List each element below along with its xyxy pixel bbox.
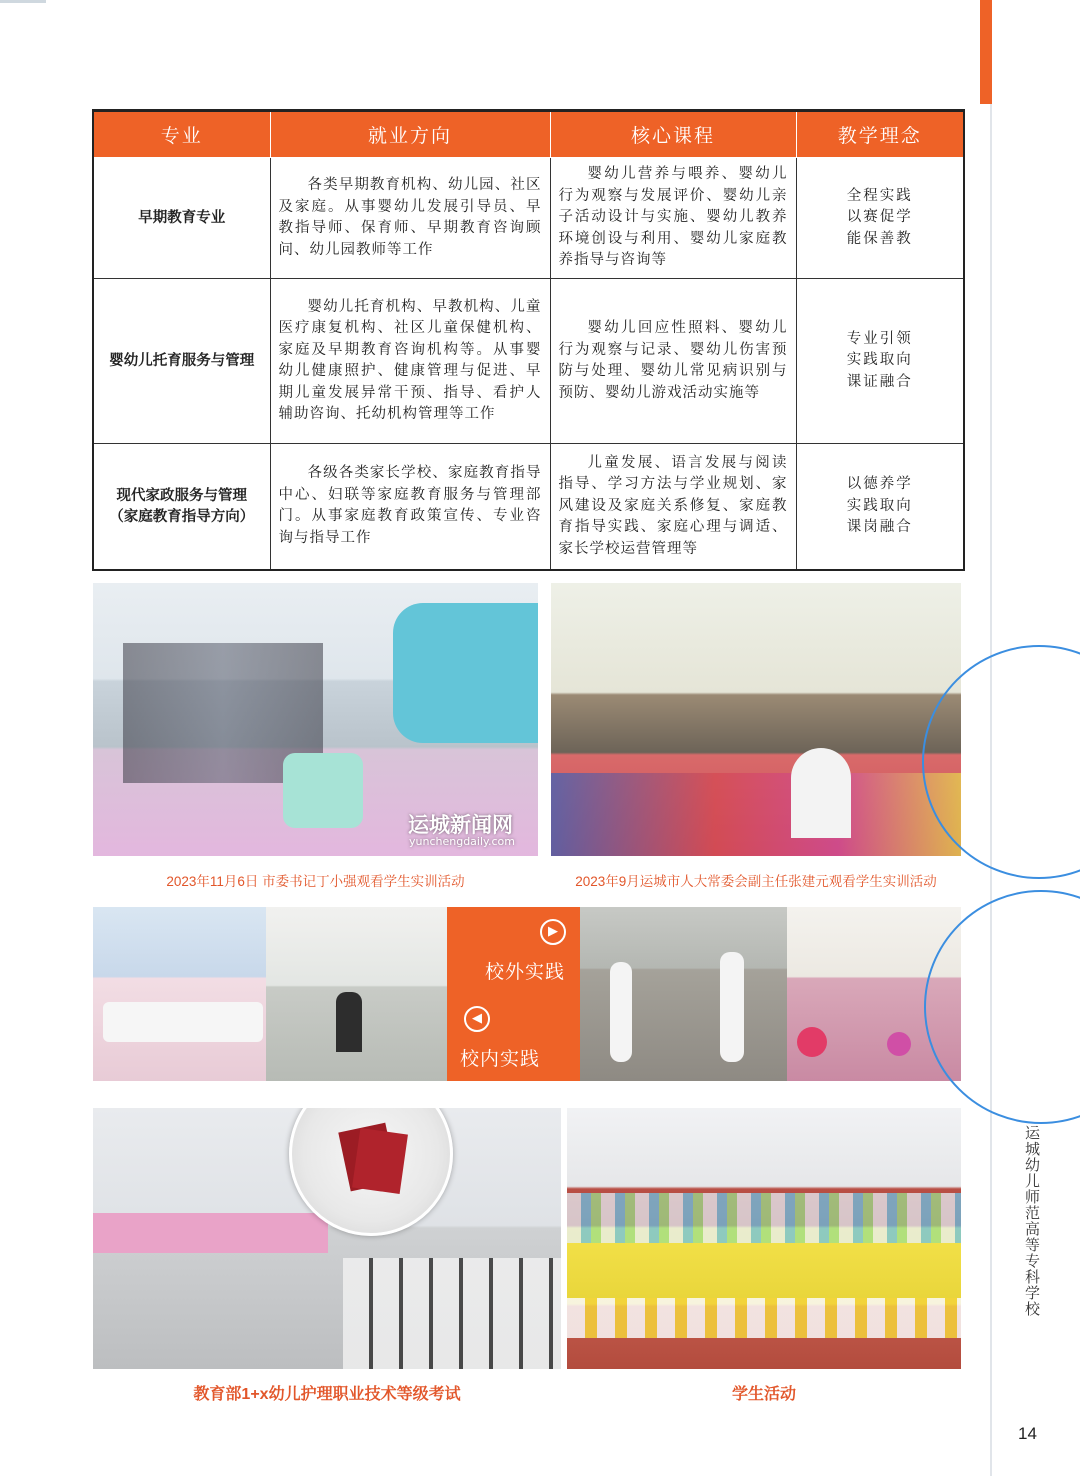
philosophy-cell bbox=[796, 158, 964, 279]
philosophy-line: 实践取向 bbox=[846, 352, 913, 369]
table-header-row bbox=[93, 111, 964, 158]
table-row bbox=[93, 444, 964, 570]
photo-training-visit-1 bbox=[93, 583, 538, 856]
philosophy-line: 以赛促学 bbox=[846, 209, 913, 226]
major-cell: 婴幼儿托育服务与管理 bbox=[93, 279, 270, 444]
philosophy-line: 以德养学 bbox=[846, 476, 913, 492]
photo-indoor-practice-2 bbox=[266, 907, 447, 1081]
watermark-url: yunchengdaily.com bbox=[409, 835, 515, 848]
header-philosophy: 教学理念 bbox=[796, 111, 964, 158]
watermark-logo: 运城新闻网 bbox=[408, 813, 513, 837]
table-row bbox=[93, 158, 964, 279]
philosophy-line: 实践取向 bbox=[846, 497, 913, 514]
practice-outside-label: 校外实践 bbox=[485, 961, 566, 983]
major-cell: 早期教育专业 bbox=[93, 158, 270, 279]
courses-cell: 婴幼儿营养与喂养、婴幼儿行为观察与发展评价、婴幼儿亲子活动设计与实施、婴幼儿教养环境创设与利用、婴幼儿家庭教养指导与咨询等 bbox=[550, 158, 796, 279]
caption-student-activity: 学生活动 bbox=[731, 1386, 796, 1403]
school-name-vertical: 运城幼儿师范高等专科学校 bbox=[1023, 1125, 1040, 1317]
photo-indoor-practice-1 bbox=[93, 907, 266, 1081]
header-employment: 就业方向 bbox=[270, 111, 550, 158]
caption-visit-1: 2023年11月6日 市委书记丁小强观看学生实训活动 bbox=[166, 874, 465, 889]
courses-cell: 婴幼儿回应性照料、婴幼儿行为观察与记录、婴幼儿伤害预防与处理、婴幼儿常见病识别与预防、婴幼儿游戏活动实施等 bbox=[550, 279, 796, 444]
arrow-left-icon: ◀ bbox=[464, 1006, 490, 1032]
employment-cell: 各类早期教育机构、幼儿园、社区及家庭。从事婴幼儿发展引导员、早教指导师、保育师、早期教育咨询顾问、幼儿园教师等工作 bbox=[270, 158, 550, 279]
philosophy-line: 能保善教 bbox=[846, 230, 913, 247]
philosophy-line: 课证融合 bbox=[846, 373, 913, 390]
philosophy-line: 全程实践 bbox=[846, 187, 913, 204]
photo-student-activity bbox=[567, 1108, 961, 1369]
majors-table bbox=[92, 109, 965, 571]
courses-cell: 儿童发展、语言发展与阅读指导、学习方法与学业规划、家风建设及家庭关系修复、家庭教育指导实践、家庭心理与调适、家长学校运营管理等 bbox=[550, 444, 796, 570]
table-row bbox=[93, 279, 964, 444]
employment-cell: 婴幼儿托育机构、早教机构、儿童医疗康复机构、社区儿童保健机构、家庭及早期教育咨询机构等。从事婴幼儿健康照护、健康管理与促进、早期儿童发展异常干预、指导、看护人辅助咨询、托幼机构管理等工作 bbox=[270, 279, 550, 444]
header-courses: 核心课程 bbox=[550, 111, 796, 158]
page-number: 14 bbox=[1018, 1424, 1037, 1443]
philosophy-line: 课岗融合 bbox=[846, 519, 913, 535]
photo-training-visit-2 bbox=[551, 583, 961, 856]
orange-strip bbox=[980, 0, 992, 104]
header-major: 专业 bbox=[93, 111, 270, 158]
philosophy-line: 专业引领 bbox=[846, 330, 913, 347]
employment-cell: 各级各类家长学校、家庭教育指导中心、妇联等家庭教育服务与管理部门。从事家庭教育政策宣传、专业咨询与指导工作 bbox=[270, 444, 550, 570]
practice-label-box bbox=[447, 907, 580, 1081]
philosophy-cell bbox=[796, 444, 964, 570]
major-cell: 现代家政服务与管理（家庭教育指导方向） bbox=[93, 444, 270, 570]
arrow-right-icon: ▶ bbox=[540, 919, 566, 945]
photo-certification-exam bbox=[93, 1108, 561, 1369]
practice-inside-label: 校内实践 bbox=[460, 1048, 541, 1070]
caption-visit-2: 2023年9月运城市人大常委会副主任张建元观看学生实训活动 bbox=[575, 874, 937, 889]
corner-tab bbox=[0, 0, 46, 3]
caption-certification: 教育部1+x幼儿护理职业技术等级考试 bbox=[193, 1386, 461, 1403]
photo-outdoor-practice-1 bbox=[580, 907, 787, 1081]
philosophy-cell bbox=[796, 279, 964, 444]
